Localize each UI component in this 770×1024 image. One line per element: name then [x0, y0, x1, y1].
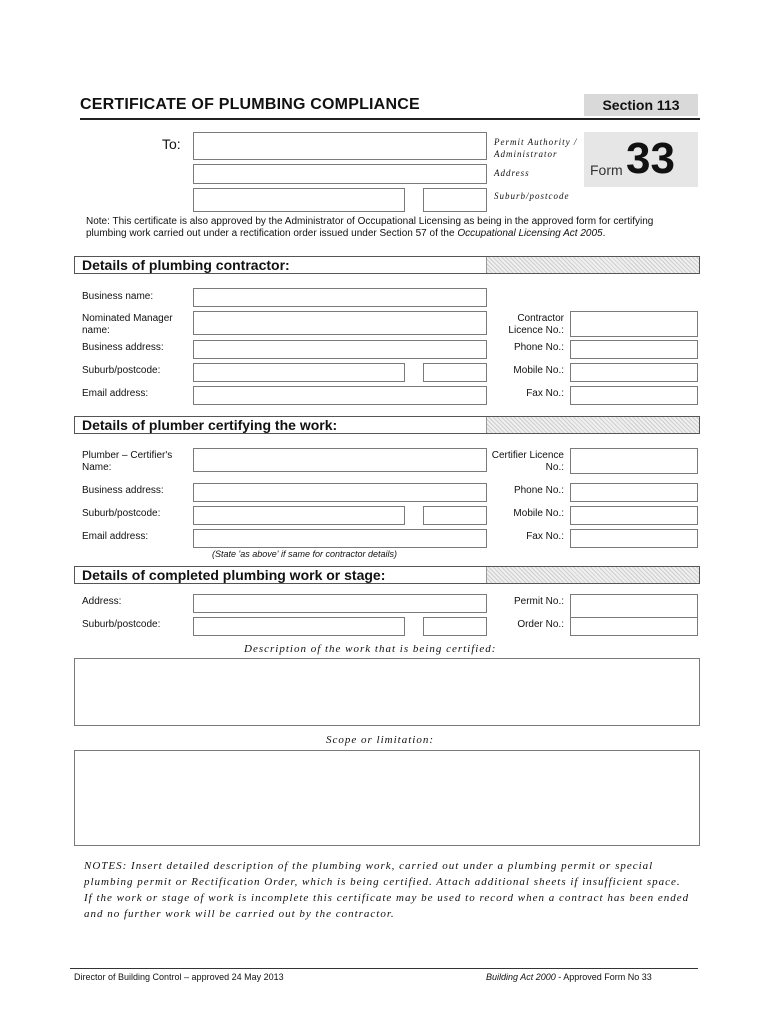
fax-label: Fax No.: [526, 388, 564, 399]
scope-textarea[interactable] [74, 750, 700, 846]
plumber-email-input[interactable] [193, 529, 487, 548]
footer-left: Director of Building Control – approved 24 May 2013 [74, 972, 284, 982]
order-label: Order No.: [517, 619, 564, 630]
notes-text: NOTES: Insert detailed description of the plumbing work, carried out under a plumbing permit or special plumbing permit or Rectification Order, which is being certified. Attach additional sheets if insufficient space. If the work or stage of work is incomplete this certificate may be used to record when a contract has been ended and no further work will be carried out by the contractor. [84, 860, 690, 920]
contractor-heading: Details of plumbing contractor: [82, 257, 290, 273]
fax-input[interactable] [570, 386, 698, 405]
note-act: Occupational Licensing Act 2005 [457, 228, 603, 239]
description-textarea[interactable] [74, 658, 700, 726]
form-word: Form [590, 162, 623, 178]
plumber-phone-label: Phone No.: [513, 485, 564, 496]
email-label: Email address: [82, 388, 149, 399]
note-end: . [602, 228, 606, 239]
description-label: Description of the work that is being certified: [244, 643, 497, 655]
plumber-email-label: Email address: [82, 531, 149, 542]
certifier-licence-label: Certifier Licence No.: [491, 450, 564, 473]
phone-label: Phone No.: [513, 342, 564, 353]
plumber-name-label: Plumber – Certifier's Name: [82, 450, 173, 473]
form-number: 33 [626, 134, 675, 183]
title-rule [80, 118, 700, 120]
postcode-input[interactable] [423, 188, 487, 212]
suburb-postcode-label: Suburb/postcode: [82, 365, 161, 376]
scope-label: Scope or limitation: [326, 734, 434, 746]
mobile-input[interactable] [570, 363, 698, 382]
hatch-pattern [486, 567, 699, 583]
plumber-mobile-label: Mobile No.: [513, 508, 564, 519]
work-heading: Details of completed plumbing work or stage: [82, 567, 386, 583]
work-suburb-input[interactable] [193, 617, 405, 636]
plumber-business-address-input[interactable] [193, 483, 487, 502]
permit-authority-input[interactable] [193, 132, 487, 160]
suburb-postcode-label: Suburb/postcode [494, 191, 570, 201]
plumber-postcode-input[interactable] [423, 506, 487, 525]
hatch-pattern [486, 257, 699, 273]
permit-label: Permit No.: [513, 596, 564, 607]
work-suburb-label: Suburb/postcode: [82, 619, 161, 630]
nominated-manager-label: Nominated Manager name: [82, 313, 173, 336]
business-name-input[interactable] [193, 288, 487, 307]
certifier-licence-input[interactable] [570, 448, 698, 474]
suburb-input[interactable] [193, 363, 405, 382]
postcode-input[interactable] [423, 363, 487, 382]
work-postcode-input[interactable] [423, 617, 487, 636]
business-address-input[interactable] [193, 340, 487, 359]
work-address-label: Address: [82, 596, 122, 607]
plumber-fax-input[interactable] [570, 529, 698, 548]
contractor-licence-label: Contractor Licence No.: [508, 313, 564, 336]
phone-input[interactable] [570, 340, 698, 359]
business-address-label: Business address: [82, 342, 164, 353]
nominated-manager-input[interactable] [193, 311, 487, 335]
plumber-heading: Details of plumber certifying the work: [82, 417, 338, 433]
plumber-mobile-input[interactable] [570, 506, 698, 525]
address-input[interactable] [193, 164, 487, 184]
plumber-suburb-input[interactable] [193, 506, 405, 525]
to-label: To: [162, 136, 181, 152]
suburb-input[interactable] [193, 188, 405, 212]
footer-form: - Approved Form No 33 [555, 972, 652, 982]
hatch-pattern [486, 417, 699, 433]
plumber-suburb-label: Suburb/postcode: [82, 508, 161, 519]
email-input[interactable] [193, 386, 487, 405]
plumber-business-address-label: Business address: [82, 485, 164, 496]
address-label: Address [494, 168, 530, 178]
footer-right [486, 972, 652, 982]
footer-act: Building Act 2000 [486, 972, 556, 982]
section-badge: Section 113 [584, 94, 698, 116]
page-title: CERTIFICATE OF PLUMBING COMPLIANCE [80, 96, 420, 113]
state-note: (State 'as above' if same for contractor details) [212, 549, 398, 559]
plumber-phone-input[interactable] [570, 483, 698, 502]
permit-input[interactable] [570, 594, 698, 618]
note-text: Note: This certificate is also approved by the Administrator of Occupational Licensing as being in the approved form for certifying plumbing work carried out under a rectification order issued under Section 57 of the [86, 216, 654, 239]
contractor-licence-input[interactable] [570, 311, 698, 337]
work-address-input[interactable] [193, 594, 487, 613]
approval-note [86, 216, 692, 240]
business-name-label: Business name: [82, 291, 154, 302]
mobile-label: Mobile No.: [513, 365, 564, 376]
plumber-fax-label: Fax No.: [526, 531, 564, 542]
order-input[interactable] [570, 617, 698, 636]
plumber-name-input[interactable] [193, 448, 487, 472]
permit-authority-label: Permit Authority / Administrator [494, 137, 578, 159]
footer-rule [70, 968, 698, 969]
